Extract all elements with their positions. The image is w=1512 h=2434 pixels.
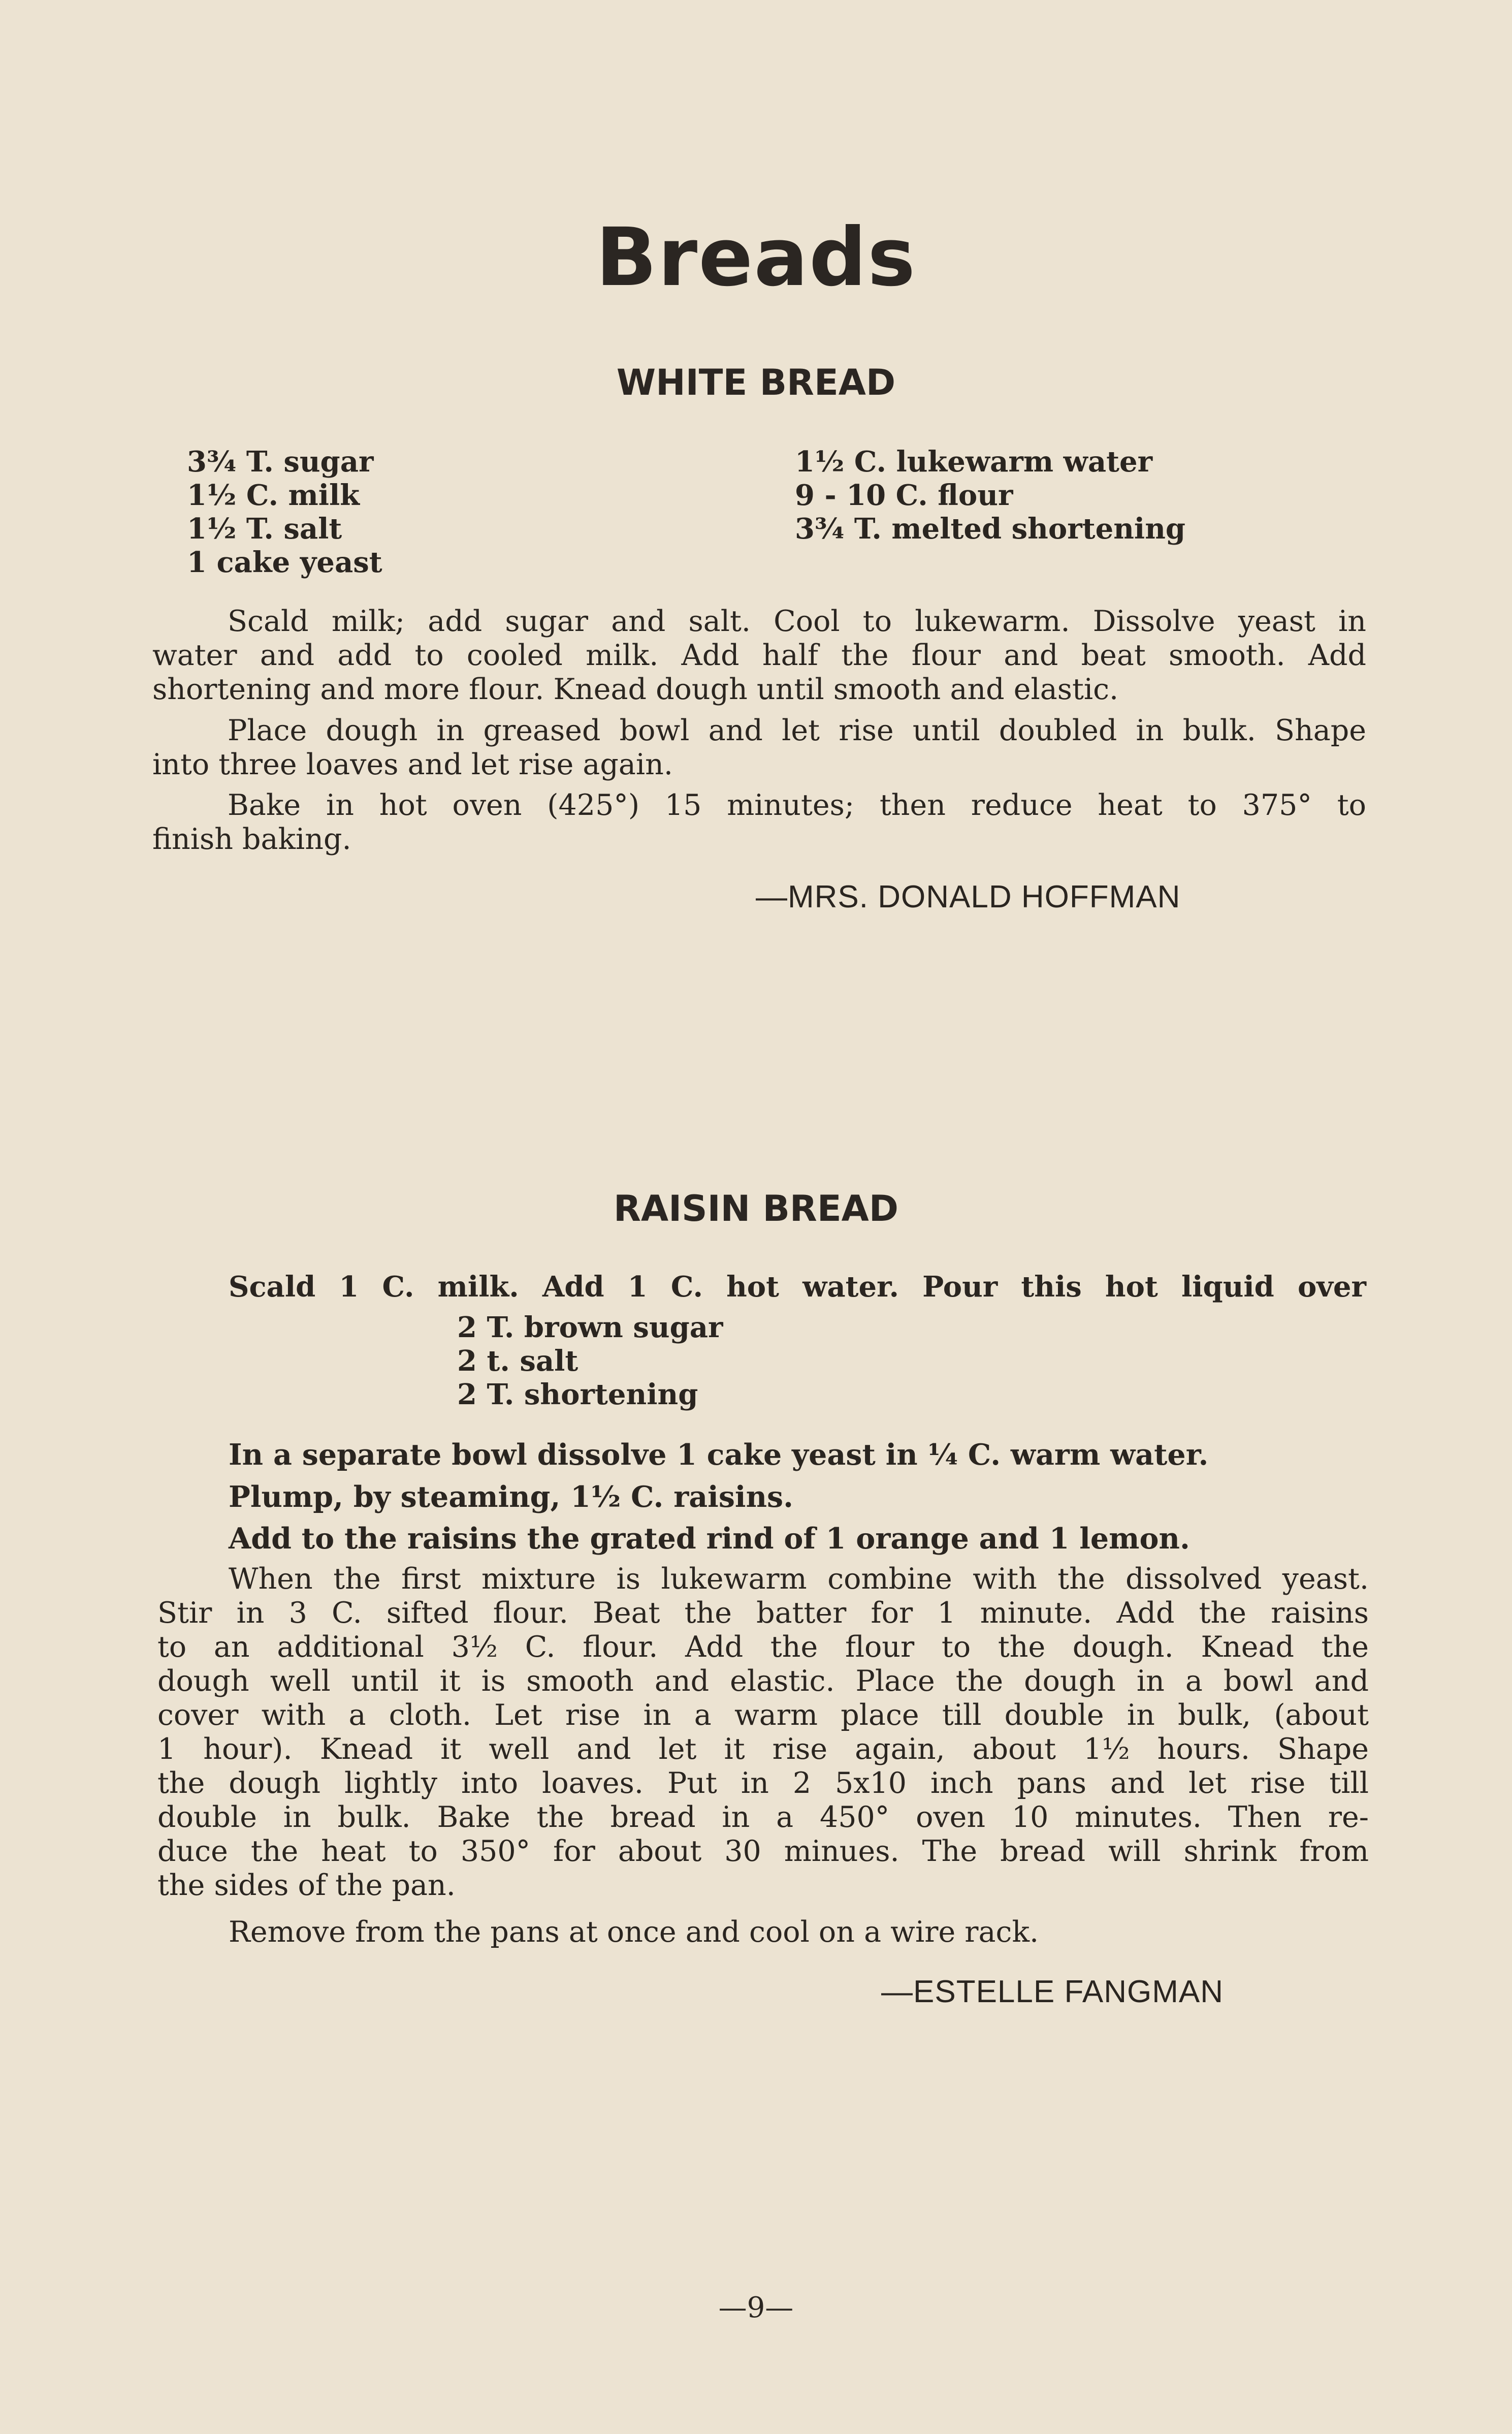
raisin-bread-step-1: In a separate bowl dissolve 1 cake yeast in ¼ C. warm water. [229,1438,1209,1472]
raisin-bread-step-3: Add to the raisins the grated rind of 1 orange and 1 lemon. [229,1522,1190,1556]
ingredient: 1½ T. salt [187,512,342,546]
ingredient: 1½ C. lukewarm water [795,445,1153,479]
raisin-bread-ingredients [457,1311,723,1411]
raisin-bread-closing: Remove from the pans at once and cool on a wire rack. [229,1915,1039,1949]
ingredient: 9 - 10 C. flour [795,479,1013,512]
raisin-bread-intro: Scald 1 C. milk. Add 1 C. hot water. Pour this hot liquid over [229,1270,1366,1304]
white-bread-paragraph-3: Bake in hot oven (425°) 15 minutes; then reduce heat to 375° to finish baking. [152,788,1366,856]
ingredient: 1 cake yeast [187,546,382,579]
ingredient: 2 T. shortening [457,1378,698,1411]
section-heading: Breads [595,211,917,304]
ingredient: 2 T. brown sugar [457,1311,723,1344]
ingredient: 2 t. salt [457,1344,578,1378]
ingredient: 3¾ T. sugar [187,445,374,479]
raisin-bread-paragraph: When the first mixture is lukewarm combine with the dissolved yeast. Stir in 3 C. sifted flour. Beat the batter for 1 minute. Add the raisins to an additional 3½ C. flour. Add the flour to the dough. Knead the dough well until it is smooth and elastic. Place the dough in a bowl and cover with a cloth. Let rise in a warm place till double in bulk, (about 1 hour). Knead it well and let it rise again, about 1½ hours. Shape the dough lightly into loaves. Put in 2 5x10 inch pans and let rise till double in bulk. Bake the bread in a 450° oven 10 minutes. Then re- duce the heat to 350° for about 30 minues. The bread will shrink from the sides of the pan. [157,1562,1369,1902]
ingredient: 1½ C. milk [187,479,360,512]
white-bread-title: WHITE BREAD [616,362,896,403]
raisin-bread-title: RAISIN BREAD [614,1188,898,1229]
white-bread-author: —MRS. DONALD HOFFMAN [756,879,1181,914]
ingredient: 3¾ T. melted shortening [795,512,1186,546]
raisin-bread-step-2: Plump, by steaming, 1½ C. raisins. [229,1480,793,1514]
page-number: —9— [718,2291,794,2324]
white-bread-paragraph-2: Place dough in greased bowl and let rise until doubled in bulk. Shape into three loaves and let rise again. [152,714,1366,781]
raisin-bread-author: —ESTELLE FANGMAN [881,1974,1224,2009]
white-bread-paragraph-1: Scald milk; add sugar and salt. Cool to lukewarm. Dissolve yeast in water and add to cooled milk. Add half the flour and beat smooth. Add shortening and more flour. Knead dough until smooth and elastic. [152,605,1366,706]
white-bread-ingredients-left [187,445,382,579]
white-bread-ingredients-right [795,445,1185,546]
